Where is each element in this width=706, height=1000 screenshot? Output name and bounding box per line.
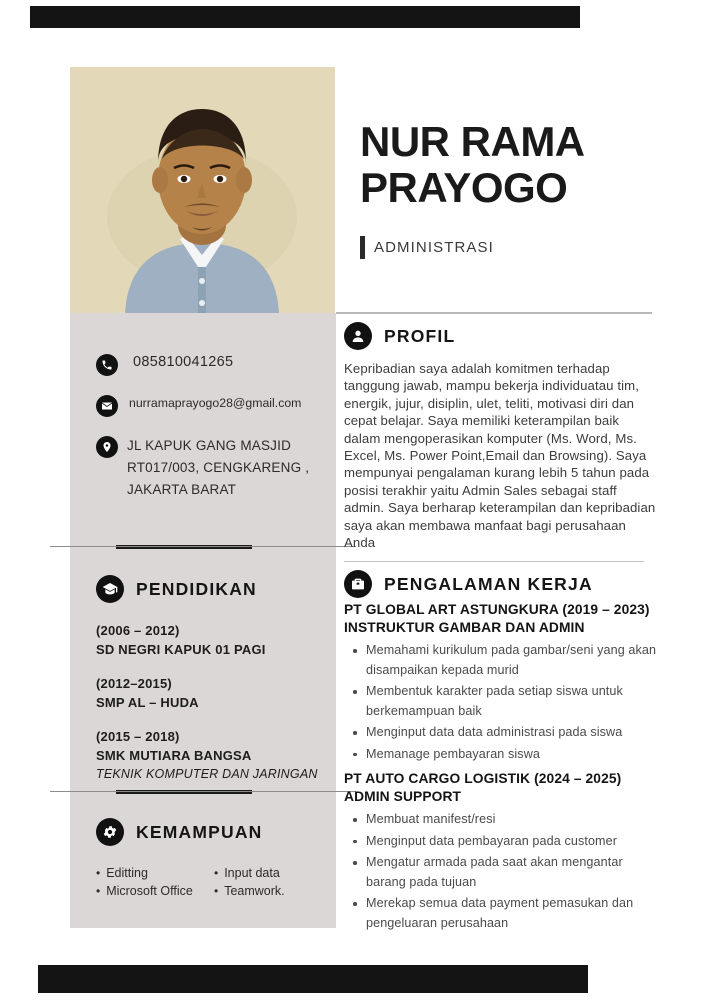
job-bullet: Memahami kurikulum pada gambar/seni yang akan disampaikan kepada murid bbox=[344, 641, 658, 680]
job-bullet: Menginput data data administrasi pada siswa bbox=[344, 723, 658, 743]
briefcase-icon bbox=[344, 570, 372, 598]
job-bullet: Memanage pembayaran siswa bbox=[344, 745, 658, 765]
name-line-1: NUR RAMA bbox=[360, 118, 585, 165]
profil-paragraph: Kepribadian saya adalah komitmen terhadap tanggung jawab, mampu bekerja individuatau tim, energik, jujur, disiplin, ulet, teliti, motivasi diri dan cepat belajar. Saya memiliki keterampilan baik dalam mengoperasikan komputer (Ms. Word, Ms. Excel, Ms. Power Point,Email dan Browsing). Saya mempunyai pengalaman kurang lebih 5 tahun pada posisi terakhir yaitu Admin Sales sebagai staff admin. Saya berharap keterampilan dan kepribadian saya akan membawa manfaat bagi perusahaan Anda bbox=[344, 361, 656, 551]
skill-label: Editting bbox=[106, 866, 148, 880]
experience-title: PENGALAMAN KERJA bbox=[384, 573, 593, 594]
skills-header bbox=[96, 818, 332, 846]
education-school: SD NEGRI KAPUK 01 PAGI bbox=[96, 642, 266, 657]
contact-phone: 085810041265 bbox=[133, 354, 234, 370]
contact-row-phone bbox=[96, 353, 326, 376]
sidebar-divider-2-hair bbox=[50, 791, 356, 792]
address-line-2: RT017/003, CENGKARENG , bbox=[127, 460, 310, 475]
location-pin-icon bbox=[96, 436, 118, 458]
header-divider bbox=[336, 312, 652, 314]
job-bullet: Membuat manifest/resi bbox=[344, 810, 658, 830]
bullet-dot: • bbox=[214, 884, 219, 898]
skills-list bbox=[96, 866, 332, 898]
job-bullet: Merekap semua data payment pemasukan dan pengeluaran perusahaan bbox=[344, 894, 658, 933]
role-accent-bar bbox=[360, 236, 365, 259]
address-line-3: JAKARTA BARAT bbox=[127, 482, 237, 497]
bullet-dot: • bbox=[214, 866, 219, 880]
envelope-icon bbox=[96, 395, 118, 417]
name-line-2: PRAYOGO bbox=[360, 164, 568, 211]
contact-block bbox=[96, 353, 326, 519]
education-item bbox=[96, 621, 332, 659]
education-school: SMP AL – HUDA bbox=[96, 695, 199, 710]
education-major: TEKNIK KOMPUTER DAN JARINGAN bbox=[96, 767, 318, 781]
gear-icon bbox=[96, 818, 124, 846]
page-title bbox=[360, 119, 660, 211]
skills-section bbox=[96, 818, 332, 898]
skills-title: KEMAMPUAN bbox=[136, 821, 263, 842]
skill-item bbox=[96, 866, 214, 880]
skill-label: Input data bbox=[224, 866, 280, 880]
address-line-1: JL KAPUK GANG MASJID bbox=[127, 438, 292, 453]
education-list bbox=[96, 621, 332, 784]
bullet-dot: • bbox=[96, 884, 101, 898]
experience-header bbox=[344, 570, 658, 598]
job-heading: PT GLOBAL ART ASTUNGKURA (2019 – 2023) INSTRUKTUR GAMBAR DAN ADMIN bbox=[344, 602, 650, 635]
contact-row-email bbox=[96, 394, 326, 417]
education-school: SMK MUTIARA BANGSA bbox=[96, 748, 252, 763]
profil-divider bbox=[344, 561, 644, 562]
education-item bbox=[96, 674, 332, 712]
bullet-dot: • bbox=[96, 866, 101, 880]
bottom-accent-bar bbox=[38, 965, 588, 993]
contact-address bbox=[127, 435, 309, 501]
education-item bbox=[96, 727, 332, 784]
skill-label: Teamwork. bbox=[224, 884, 285, 898]
skill-label: Microsoft Office bbox=[106, 884, 193, 898]
contact-row-address bbox=[96, 435, 326, 501]
person-icon bbox=[344, 322, 372, 350]
phone-icon bbox=[96, 354, 118, 376]
sidebar-divider-1-hair bbox=[50, 546, 356, 547]
education-date: (2015 – 2018) bbox=[96, 729, 180, 744]
graduation-cap-icon bbox=[96, 575, 124, 603]
job-heading: PT AUTO CARGO LOGISTIK (2024 – 2025) ADMIN SUPPORT bbox=[344, 771, 622, 804]
job-bullet: Mengatur armada pada saat akan mengantar barang pada tujuan bbox=[344, 853, 658, 892]
education-section bbox=[96, 575, 332, 799]
sidebar bbox=[70, 313, 336, 928]
name-header bbox=[336, 67, 658, 313]
role-label: ADMINISTRASI bbox=[374, 239, 494, 256]
profil-text bbox=[344, 360, 656, 551]
skill-item bbox=[214, 866, 332, 880]
top-accent-bar bbox=[30, 6, 580, 28]
job-bullet: Membentuk karakter pada setiap siswa untuk berkemampuan baik bbox=[344, 682, 658, 721]
profile-photo bbox=[70, 67, 335, 313]
education-date: (2006 – 2012) bbox=[96, 623, 180, 638]
job-bullets bbox=[344, 810, 658, 933]
skill-item bbox=[96, 884, 214, 898]
experience-section bbox=[344, 570, 658, 939]
job-bullets bbox=[344, 641, 658, 764]
contact-email: nurramaprayogo28@gmail.com bbox=[129, 396, 302, 410]
education-date: (2012–2015) bbox=[96, 676, 172, 691]
skill-item bbox=[214, 884, 332, 898]
profil-header bbox=[344, 322, 455, 350]
role-wrapper bbox=[360, 236, 494, 259]
profil-title: PROFIL bbox=[384, 325, 456, 346]
job-bullet: Menginput data pembayaran pada customer bbox=[344, 832, 658, 852]
education-title: PENDIDIKAN bbox=[136, 578, 257, 599]
education-header bbox=[96, 575, 332, 603]
